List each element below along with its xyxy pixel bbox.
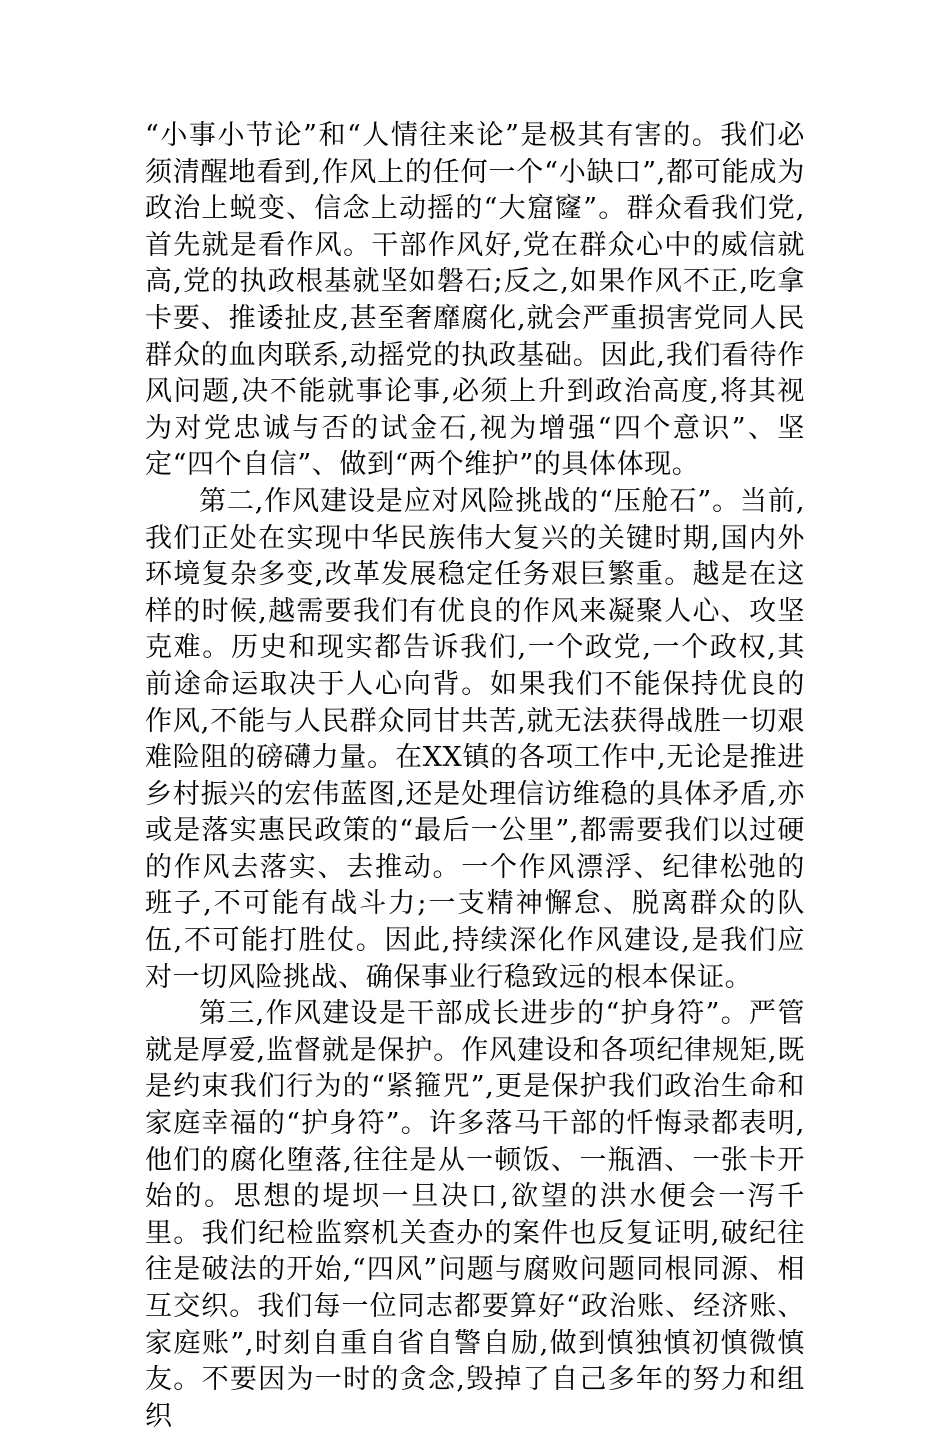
document-body	[145, 118, 805, 1435]
paragraph-2: 第二,作风建设是应对风险挑战的“压舱石”。当前,我们正处在实现中华民族伟大复兴的关键时期,国内外环境复杂多变,改革发展稳定任务艰巨繁重。越是在这样的时候,越需要我们有优良的作风来凝聚人心、攻坚克难。历史和现实都告诉我们,一个政党,一个政权,其前途命运取决于人心向背。如果我们不能保持优良的作风,不能与人民群众同甘共苦,就无法获得战胜一切艰难险阻的磅礴力量。在XX镇的各项工作中,无论是推进乡村振兴的宏伟蓝图,还是处理信访维稳的具体矛盾,亦或是落实惠民政策的“最后一公里”,都需要我们以过硬的作风去落实、去推动。一个作风漂浮、纪律松弛的班子,不可能有战斗力;一支精神懈怠、脱离群众的队伍,不可能打胜仗。因此,持续深化作风建设,是我们应对一切风险挑战、确保事业行稳致远的根本保证。	[145, 485, 805, 993]
paragraph-1: “小事小节论”和“人情往来论”是极其有害的。我们必须清醒地看到,作风上的任何一个“小缺口”,都可能成为政治上蜕变、信念上动摇的“大窟窿”。群众看我们党,首先就是看作风。干部作风好,党在群众心中的威信就高,党的执政根基就坚如磐石;反之,如果作风不正,吃拿卡要、推诿扯皮,甚至奢靡腐化,就会严重损害党同人民群众的血肉联系,动摇党的执政基础。因此,我们看待作风问题,决不能就事论事,必须上升到政治高度,将其视为对党忠诚与否的试金石,视为增强“四个意识”、坚定“四个自信”、做到“两个维护”的具体体现。	[145, 120, 805, 481]
paragraph-3: 第三,作风建设是干部成长进步的“护身符”。严管就是厚爱,监督就是保护。作风建设和各项纪律规矩,既是约束我们行为的“紧箍咒”,更是保护我们政治生命和家庭幸福的“护身符”。许多落马干部的忏悔录都表明,他们的腐化堕落,往往是从一顿饭、一瓶酒、一张卡开始的。思想的堤坝一旦决口,欲望的洪水便会一泻千里。我们纪检监察机关查办的案件也反复证明,破纪往往是破法的开始,“四风”问题与腐败问题同根同源、相互交织。我们每一位同志都要算好“政治账、经济账、家庭账”,时刻自重自省自警自励,做到慎独慎初慎微慎友。不要因为一时的贪念,毁掉了自己多年的努力和组织	[145, 998, 805, 1432]
